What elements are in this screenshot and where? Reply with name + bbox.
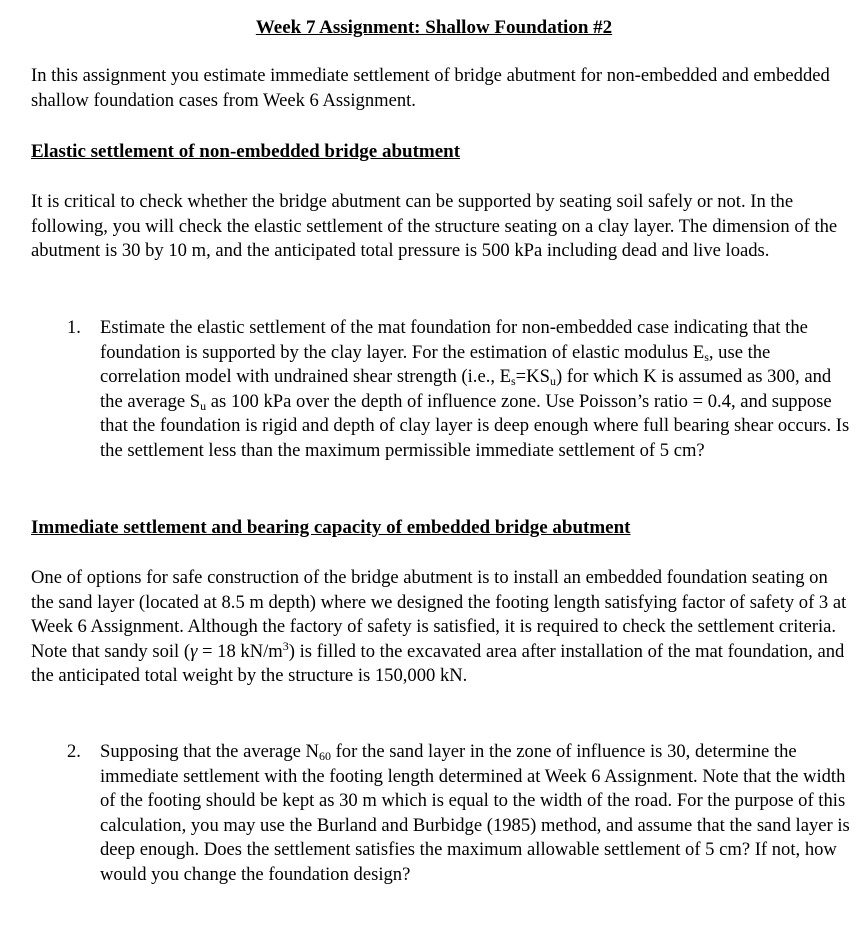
- section-heading-embedded: Immediate settlement and bearing capacity of embedded bridge abutment: [31, 517, 631, 538]
- intro-paragraph: In this assignment you estimate immediate settlement of bridge abutment for non-embedded and embedded shallow foundation cases from Week 6 Assignment.: [31, 65, 830, 111]
- question-1-text: Estimate the elastic settlement of the mat foundation for non-embedded case indicating that the foundation is supported by the clay layer. For the estimation of elastic modulus $E_s$, use the correlation model with undrained shear strength (i.e., $E_s=KS_u$) for which K is assumed as 300, and the average $S_u$ as 100 kPa over the depth of influence zone. Use Poisson’s ratio = 0.4, and suppose that the foundation is rigid and depth of clay layer is deep enough where full bearing shear occurs. Is the settlement less than the maximum permissible immediate settlement of 5 cm?: [100, 317, 850, 461]
- section2-paragraph: One of options for safe construction of the bridge abutment is to install an embedded foundation seating on the sand layer (located at 8.5 m depth) where we designed the footing length satisfying factor of safety of 3 at Week 6 Assignment. Although the factory of safety is satisfied, it is required to check the settlement criteria. Note that sandy soil (γ = 18 $kN/m^3$) is filled to the excavated area after installation of the mat foundation, and the anticipated total weight by the structure is 150,000 kN.: [31, 567, 847, 686]
- question-1-number: 1.: [67, 317, 81, 338]
- section1-paragraph: It is critical to check whether the bridge abutment can be supported by seating soil safely or not. In the following, you will check the elastic settlement of the structure seating on a clay layer. The dimension of the abutment is 30 by 10 m, and the anticipated total pressure is 500 kPa including dead and live loads.: [31, 191, 838, 261]
- question-2-text: Supposing that the average $N_{60}$ for the sand layer in the zone of influence is 30, determine the immediate settlement with the footing length determined at Week 6 Assignment. Note that the width of the footing should be kept as 30 m which is equal to the width of the road. For the purpose of this calculation, you may use the Burland and Burbidge (1985) method, and assume that the sand layer is deep enough. Does the settlement satisfies the maximum allowable settlement of 5 cm? If not, how would you change the foundation design?: [100, 741, 850, 885]
- gamma-symbol: γ: [190, 640, 198, 662]
- section-heading-non-embedded: Elastic settlement of non-embedded bridge abutment: [31, 141, 461, 162]
- page-title: Week 7 Assignment: Shallow Foundation #2: [255, 17, 613, 38]
- question-2-number: 2.: [67, 741, 81, 762]
